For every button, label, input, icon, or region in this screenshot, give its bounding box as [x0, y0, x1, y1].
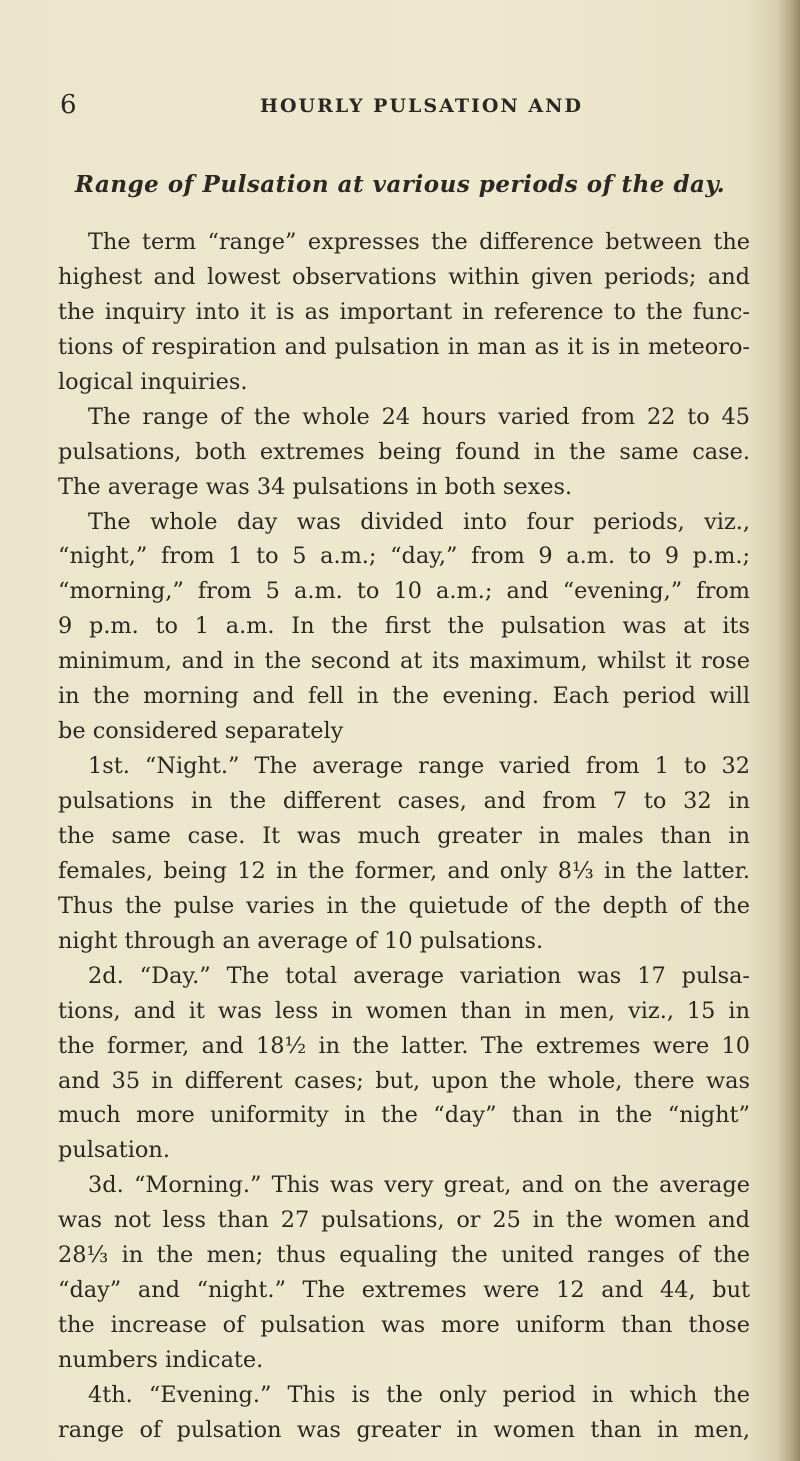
- body-text: [58, 225, 750, 1448]
- page-number: 6: [60, 90, 77, 120]
- text-line: The range of the whole 24 hours varied from 22 to 45: [88, 403, 750, 430]
- page-header: [60, 90, 740, 120]
- text-line: in the morning and fell in the evening. Each period will: [58, 683, 750, 710]
- text-line: the increase of pulsation was more uniform than those: [58, 1312, 750, 1339]
- text-line: numbers indicate.: [58, 1347, 264, 1373]
- text-line: The term “range” expresses the difference between the: [88, 229, 750, 255]
- text-line: “day” and “night.” The extremes were 12 and 44, but: [58, 1277, 750, 1304]
- text-line: Thus the pulse varies in the quietude of the depth of the: [58, 892, 750, 919]
- text-line: minimum, and in the second at its maximum, whilst it rose: [58, 648, 750, 675]
- text-line: 2d. “Day.” The total average variation was 17 pulsa-: [88, 962, 750, 989]
- text-line: the same case. It was much greater in males than in: [58, 822, 750, 849]
- page-edge-shadow: [778, 0, 800, 1461]
- text-line: logical inquiries.: [58, 368, 248, 395]
- text-line: 3d. “Morning.” This was very great, and on the average: [88, 1172, 750, 1199]
- text-line: the former, and 18½ in the latter. The extremes were 10: [58, 1032, 750, 1059]
- text-line: highest and lowest observations within given periods; and: [58, 263, 750, 290]
- text-line: The average was 34 pulsations in both sexes.: [58, 473, 573, 500]
- text-line: 9 p.m. to 1 a.m. In the first the pulsation was at its: [58, 613, 750, 640]
- text-line: pulsations, both extremes being found in the same case.: [58, 438, 750, 465]
- text-line: pulsations in the different cases, and from 7 to 32 in: [58, 788, 750, 814]
- text-line: The whole day was divided into four periods, viz.,: [88, 508, 750, 535]
- text-line: be considered separately: [58, 718, 344, 745]
- text-line: tions, and it was less in women than in men, viz., 15 in: [58, 997, 750, 1024]
- text-line: 1st. “Night.” The average range varied from 1 to 32: [88, 753, 750, 780]
- text-line: females, being 12 in the former, and only 8⅓ in the latter.: [58, 857, 750, 884]
- text-line: 28⅓ in the men; thus equaling the united ranges of the: [58, 1242, 750, 1269]
- text-line: pulsation.: [58, 1137, 170, 1164]
- text-line: range of pulsation was greater in women than in men,: [58, 1416, 750, 1443]
- text-line: “morning,” from 5 a.m. to 10 a.m.; and “evening,” from: [58, 578, 750, 605]
- section-title: Range of Pulsation at various periods of the day.: [74, 171, 726, 198]
- text-line: tions of respiration and pulsation in man as it is in meteoro-: [58, 333, 750, 360]
- text-line: much more uniformity in the “day” than in the “night”: [58, 1102, 750, 1129]
- text-line: 4th. “Evening.” This is the only period in which the: [88, 1381, 750, 1408]
- running-head: HOURLY PULSATION AND: [260, 95, 583, 117]
- text-line: and 35 in different cases; but, upon the whole, there was: [58, 1067, 750, 1094]
- text-line: “night,” from 1 to 5 a.m.; “day,” from 9 a.m. to 9 p.m.;: [58, 543, 750, 570]
- text-line: was not less than 27 pulsations, or 25 in the women and: [58, 1207, 750, 1234]
- text-line: the inquiry into it is as important in reference to the func-: [58, 298, 750, 325]
- text-line: night through an average of 10 pulsations.: [58, 927, 544, 954]
